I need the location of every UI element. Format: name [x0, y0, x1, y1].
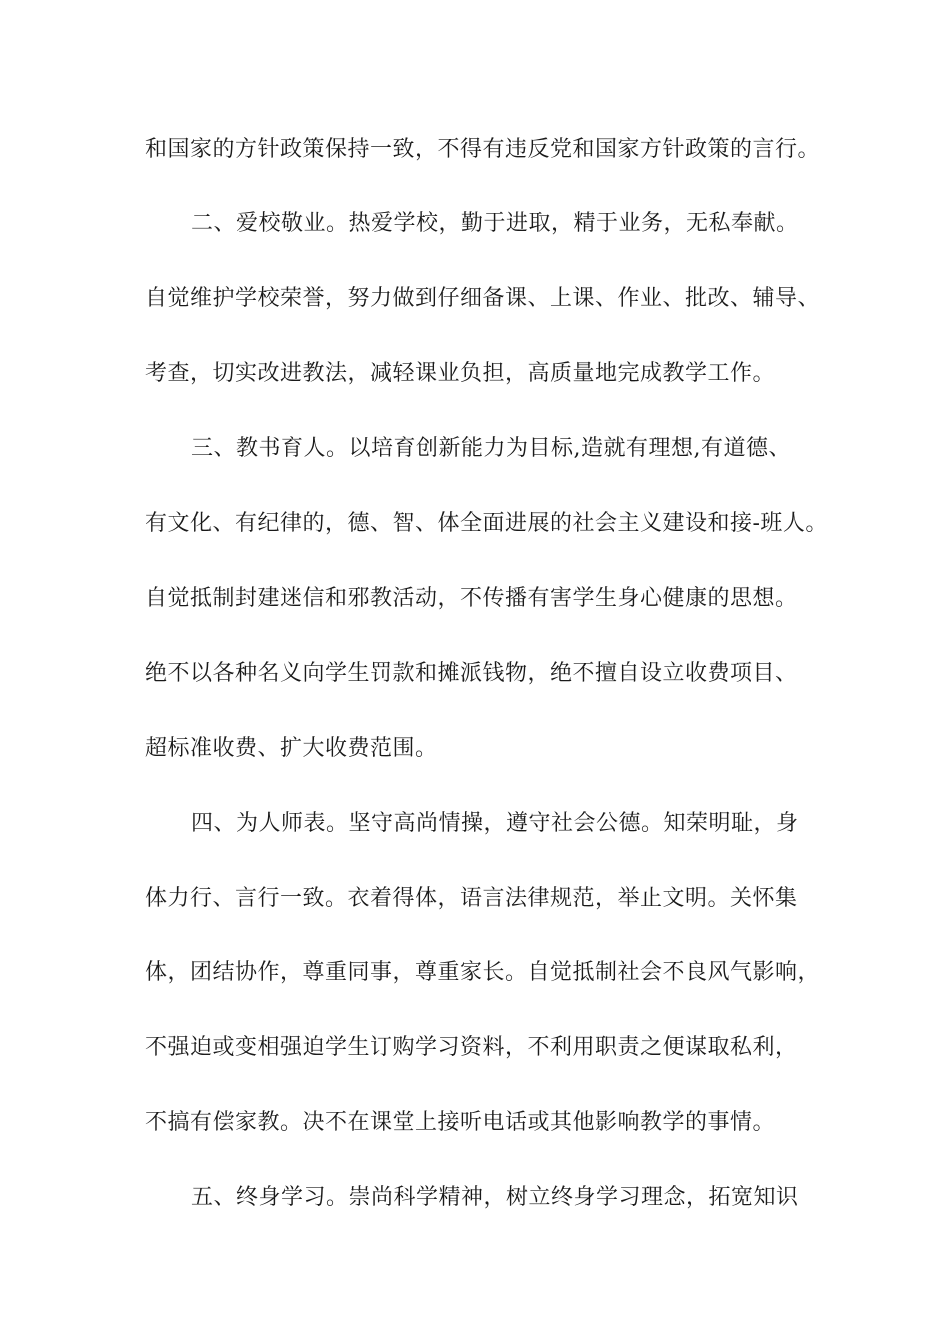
text-line: 有文化、有纪律的，德、智、体全面进展的社会主义建设和接-班人。 [145, 511, 828, 536]
text-line: 绝不以各种名义向学生罚款和摊派钱物，绝不擅自设立收费项目、 [145, 661, 798, 686]
text-line: 不强迫或变相强迫学生订购学习资料，不利用职责之便谋取私利， [145, 1035, 798, 1060]
text-line: 体，团结协作，尊重同事，尊重家长。自觉抵制社会不良风气影响， [145, 960, 821, 985]
text-line: 不搞有偿家教。决不在课堂上接听电话或其他影响教学的事情。 [145, 1110, 776, 1135]
text-line: 考查，切实改进教法，减轻课业负担，高质量地完成教学工作。 [145, 361, 776, 386]
text-line: 自觉维护学校荣誉，努力做到仔细备课、上课、作业、批改、辅导、 [145, 286, 821, 311]
text-line: 自觉抵制封建迷信和邪教活动，不传播有害学生身心健康的思想。 [145, 586, 798, 611]
paragraph-heading-2: 二、爱校敬业。热爱学校，勤于进取，精于业务，无私奉献。 [191, 211, 799, 236]
paragraph-heading-4: 四、为人师表。坚守高尚情操，遵守社会公德。知荣明耻，身 [191, 811, 799, 836]
text-line: 和国家的方针政策保持一致，不得有违反党和国家方针政策的言行。 [145, 137, 821, 162]
paragraph-heading-3: 三、教书育人。以培育创新能力为目标,造就有理想,有道德、 [191, 436, 791, 461]
paragraph-heading-5: 五、终身学习。崇尚科学精神，树立终身学习理念，拓宽知识 [191, 1185, 799, 1210]
text-line: 体力行、言行一致。衣着得体，语言法律规范，举止文明。关怀集 [145, 886, 798, 911]
text-line: 超标准收费、扩大收费范围。 [145, 736, 438, 761]
